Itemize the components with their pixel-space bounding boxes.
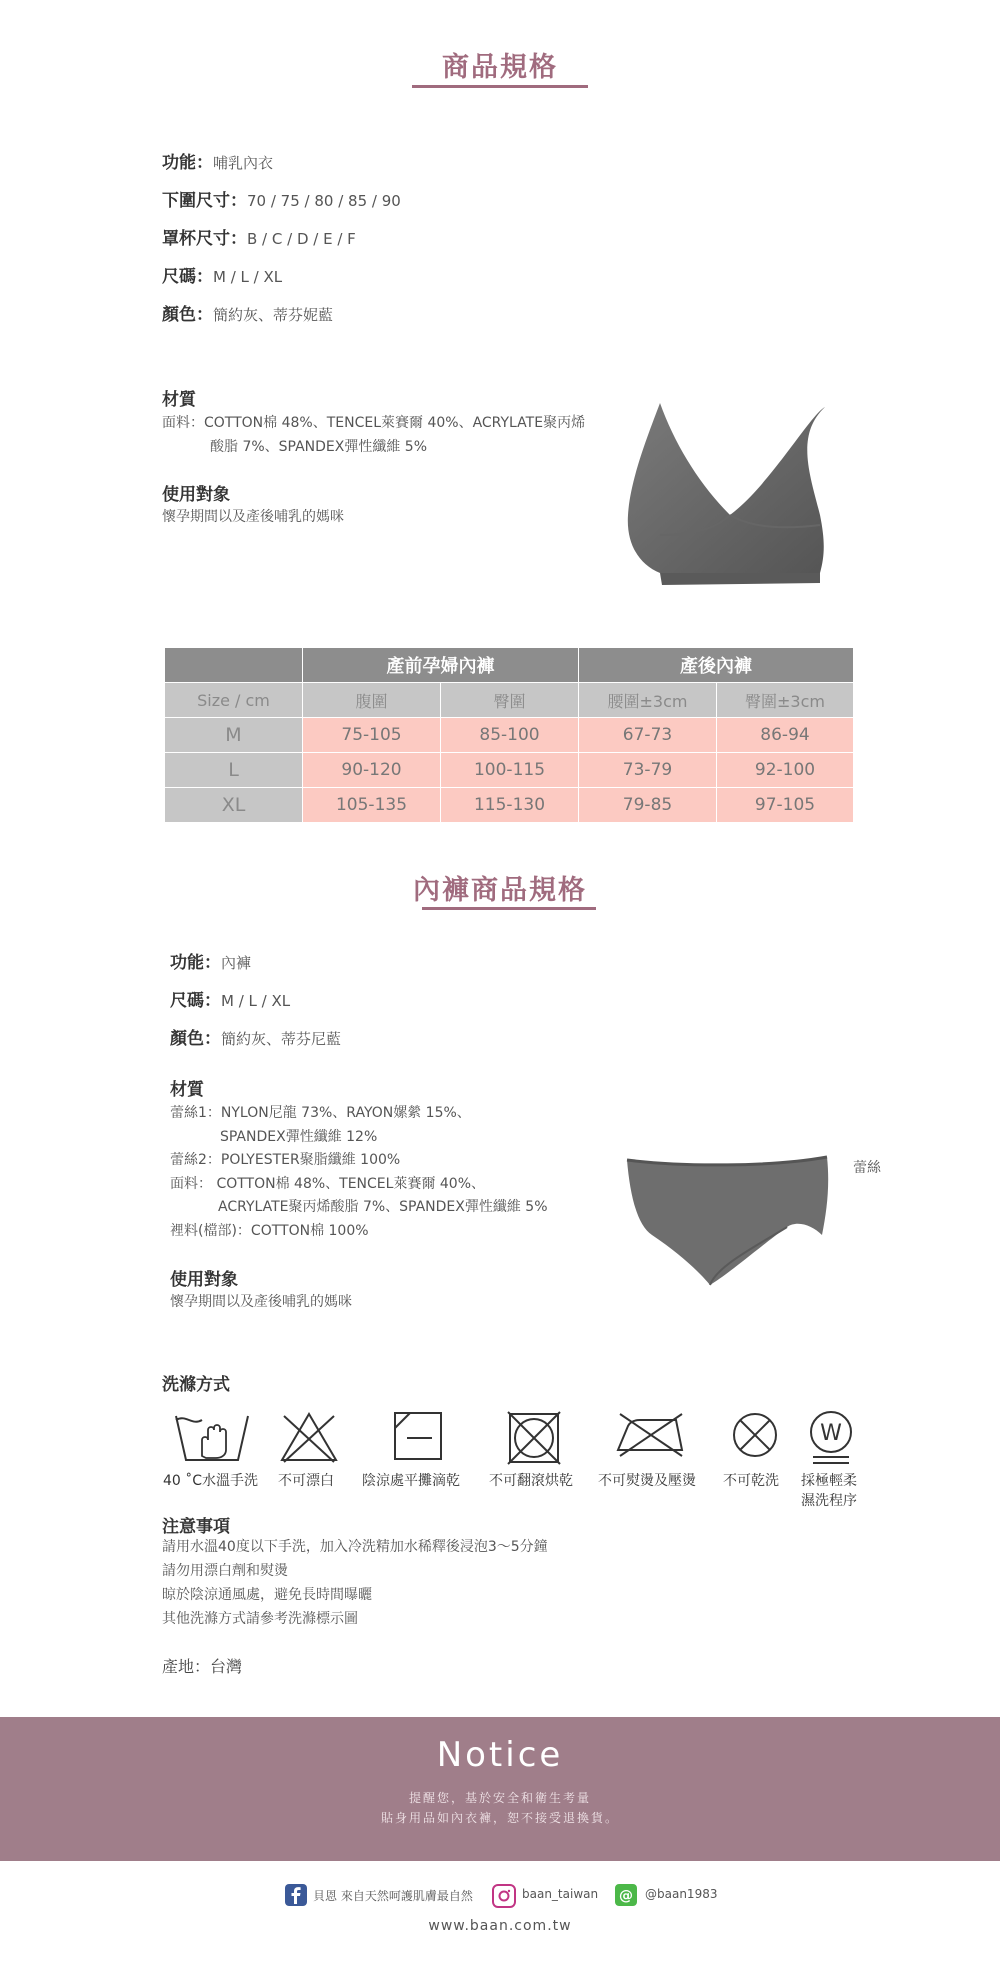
- panty-spec-title: 內褲商品規格: [413, 875, 587, 906]
- target-text: 懷孕期間以及產後哺乳的媽咪: [162, 509, 344, 525]
- target-title: 使用對象: [162, 485, 230, 505]
- no-iron-icon: [614, 1410, 686, 1458]
- notes-title: 注意事項: [162, 1517, 230, 1537]
- value-cell: 105-135: [303, 788, 441, 823]
- spec-cup: 罩杯尺寸：B / C / D / E / F: [162, 229, 356, 249]
- care-label: 不可漂白: [278, 1473, 334, 1489]
- material-line: 蕾絲2：POLYESTER聚脂纖維 100%: [170, 1152, 401, 1168]
- note-line: 其他洗滌方式請參考洗滌標示圖: [162, 1611, 358, 1627]
- table-row: [165, 718, 854, 753]
- size-cell: M: [165, 718, 303, 753]
- group-header-prenatal: 產前孕婦內褲: [303, 648, 579, 683]
- material-line: 酸脂 7%、SPANDEX彈性纖維 5%: [210, 439, 428, 455]
- title-underline: [412, 85, 588, 88]
- column-header: 臀圍: [441, 683, 579, 718]
- column-header: 腹圍: [303, 683, 441, 718]
- material-line: 裡料(檔部)：COTTON棉 100%: [170, 1223, 369, 1239]
- instagram-link[interactable]: baan_taiwan: [522, 1887, 599, 1901]
- care-label: 陰涼處平攤滴乾: [362, 1473, 460, 1489]
- value-cell: 100-115: [441, 753, 579, 788]
- value-cell: 90-120: [303, 753, 441, 788]
- material-title: 材質: [162, 390, 196, 410]
- size-cell: XL: [165, 788, 303, 823]
- notice-line: 提醒您，基於安全和衛生考量: [408, 1791, 591, 1805]
- column-header: Size / cm: [165, 683, 303, 718]
- table-corner: [165, 648, 303, 683]
- size-table: [164, 647, 854, 823]
- shade-flat-dry-icon: [392, 1410, 444, 1462]
- spec-function: 功能：哺乳內衣: [162, 153, 274, 173]
- material-line: ACRYLATE聚丙烯酸脂 7%、SPANDEX彈性纖維 5%: [218, 1199, 548, 1215]
- size-cell: L: [165, 753, 303, 788]
- value-cell: 97-105: [717, 788, 854, 823]
- value-cell: 92-100: [717, 753, 854, 788]
- care-label: 不可熨燙及壓燙: [598, 1473, 696, 1489]
- material-title: 材質: [170, 1080, 204, 1100]
- no-tumble-dry-icon: [506, 1410, 562, 1466]
- note-line: 請勿用漂白劑和熨燙: [162, 1563, 288, 1579]
- hand-wash-40-icon: [172, 1410, 252, 1466]
- care-label: 40 ˚C水溫手洗: [163, 1473, 259, 1489]
- bra-image: [620, 395, 835, 595]
- note-line: 請用水溫40度以下手洗，加入冷洗精加水稀釋後浸泡3～5分鐘: [162, 1539, 548, 1555]
- material-line: 蕾絲1：NYLON尼龍 73%、RAYON嫘縈 15%、: [170, 1105, 471, 1121]
- svg-text:@: @: [619, 1888, 633, 1904]
- gentle-wet-clean-icon: [805, 1410, 857, 1466]
- lace-label: 蕾絲: [853, 1160, 881, 1176]
- line-icon[interactable]: [615, 1884, 637, 1906]
- origin: 產地：台灣: [162, 1657, 243, 1676]
- notice-line: 貼身用品如內衣褲，恕不接受退換貨。: [380, 1811, 619, 1825]
- target-text: 懷孕期間以及產後哺乳的媽咪: [170, 1294, 352, 1310]
- care-label: 濕洗程序: [801, 1493, 857, 1509]
- material-line: 面料：COTTON棉 48%、TENCEL萊賽爾 40%、ACRYLATE聚丙烯: [162, 415, 586, 431]
- material-line: 面料： COTTON棉 48%、TENCEL萊賽爾 40%、: [170, 1176, 486, 1192]
- bra-spec-title: 商品規格: [442, 52, 558, 83]
- care-title: 洗滌方式: [162, 1375, 230, 1395]
- care-label: 採極輕柔: [801, 1473, 857, 1489]
- spec-color: 顏色：簡約灰、蒂芬尼藍: [170, 1029, 342, 1049]
- table-row: [165, 788, 854, 823]
- column-header: 腰圍±3cm: [579, 683, 717, 718]
- value-cell: 75-105: [303, 718, 441, 753]
- column-header: 臀圍±3cm: [717, 683, 854, 718]
- value-cell: 73-79: [579, 753, 717, 788]
- facebook-link[interactable]: 貝恩 來自天然呵護肌膚最自然: [313, 1889, 473, 1903]
- value-cell: 86-94: [717, 718, 854, 753]
- notice-title: Notice: [436, 1735, 564, 1775]
- panty-image: [622, 1155, 832, 1295]
- spec-underbust: 下圍尺寸：70 / 75 / 80 / 85 / 90: [162, 191, 401, 211]
- care-label: 不可乾洗: [723, 1473, 779, 1489]
- facebook-icon[interactable]: [285, 1884, 307, 1906]
- target-title: 使用對象: [170, 1270, 238, 1290]
- material-line: SPANDEX彈性纖維 12%: [220, 1129, 378, 1145]
- website-link[interactable]: www.baan.com.tw: [428, 1918, 572, 1934]
- no-bleach-icon: [278, 1410, 340, 1464]
- value-cell: 115-130: [441, 788, 579, 823]
- spec-size: 尺碼：M / L / XL: [162, 267, 283, 287]
- value-cell: 67-73: [579, 718, 717, 753]
- no-dry-clean-icon: [730, 1410, 780, 1460]
- title-underline: [422, 907, 596, 910]
- wet-clean-symbol: W: [820, 1421, 842, 1446]
- spec-size: 尺碼：M / L / XL: [170, 991, 291, 1011]
- table-row: [165, 753, 854, 788]
- value-cell: 85-100: [441, 718, 579, 753]
- line-link[interactable]: @baan1983: [645, 1887, 718, 1901]
- group-header-postnatal: 產後內褲: [579, 648, 854, 683]
- spec-color: 顏色：簡約灰、蒂芬妮藍: [162, 305, 334, 325]
- care-label: 不可翻滾烘乾: [489, 1473, 573, 1489]
- instagram-icon[interactable]: [492, 1884, 516, 1908]
- note-line: 晾於陰涼通風處，避免長時間曝曬: [162, 1587, 372, 1603]
- value-cell: 79-85: [579, 788, 717, 823]
- spec-function: 功能：內褲: [170, 953, 252, 973]
